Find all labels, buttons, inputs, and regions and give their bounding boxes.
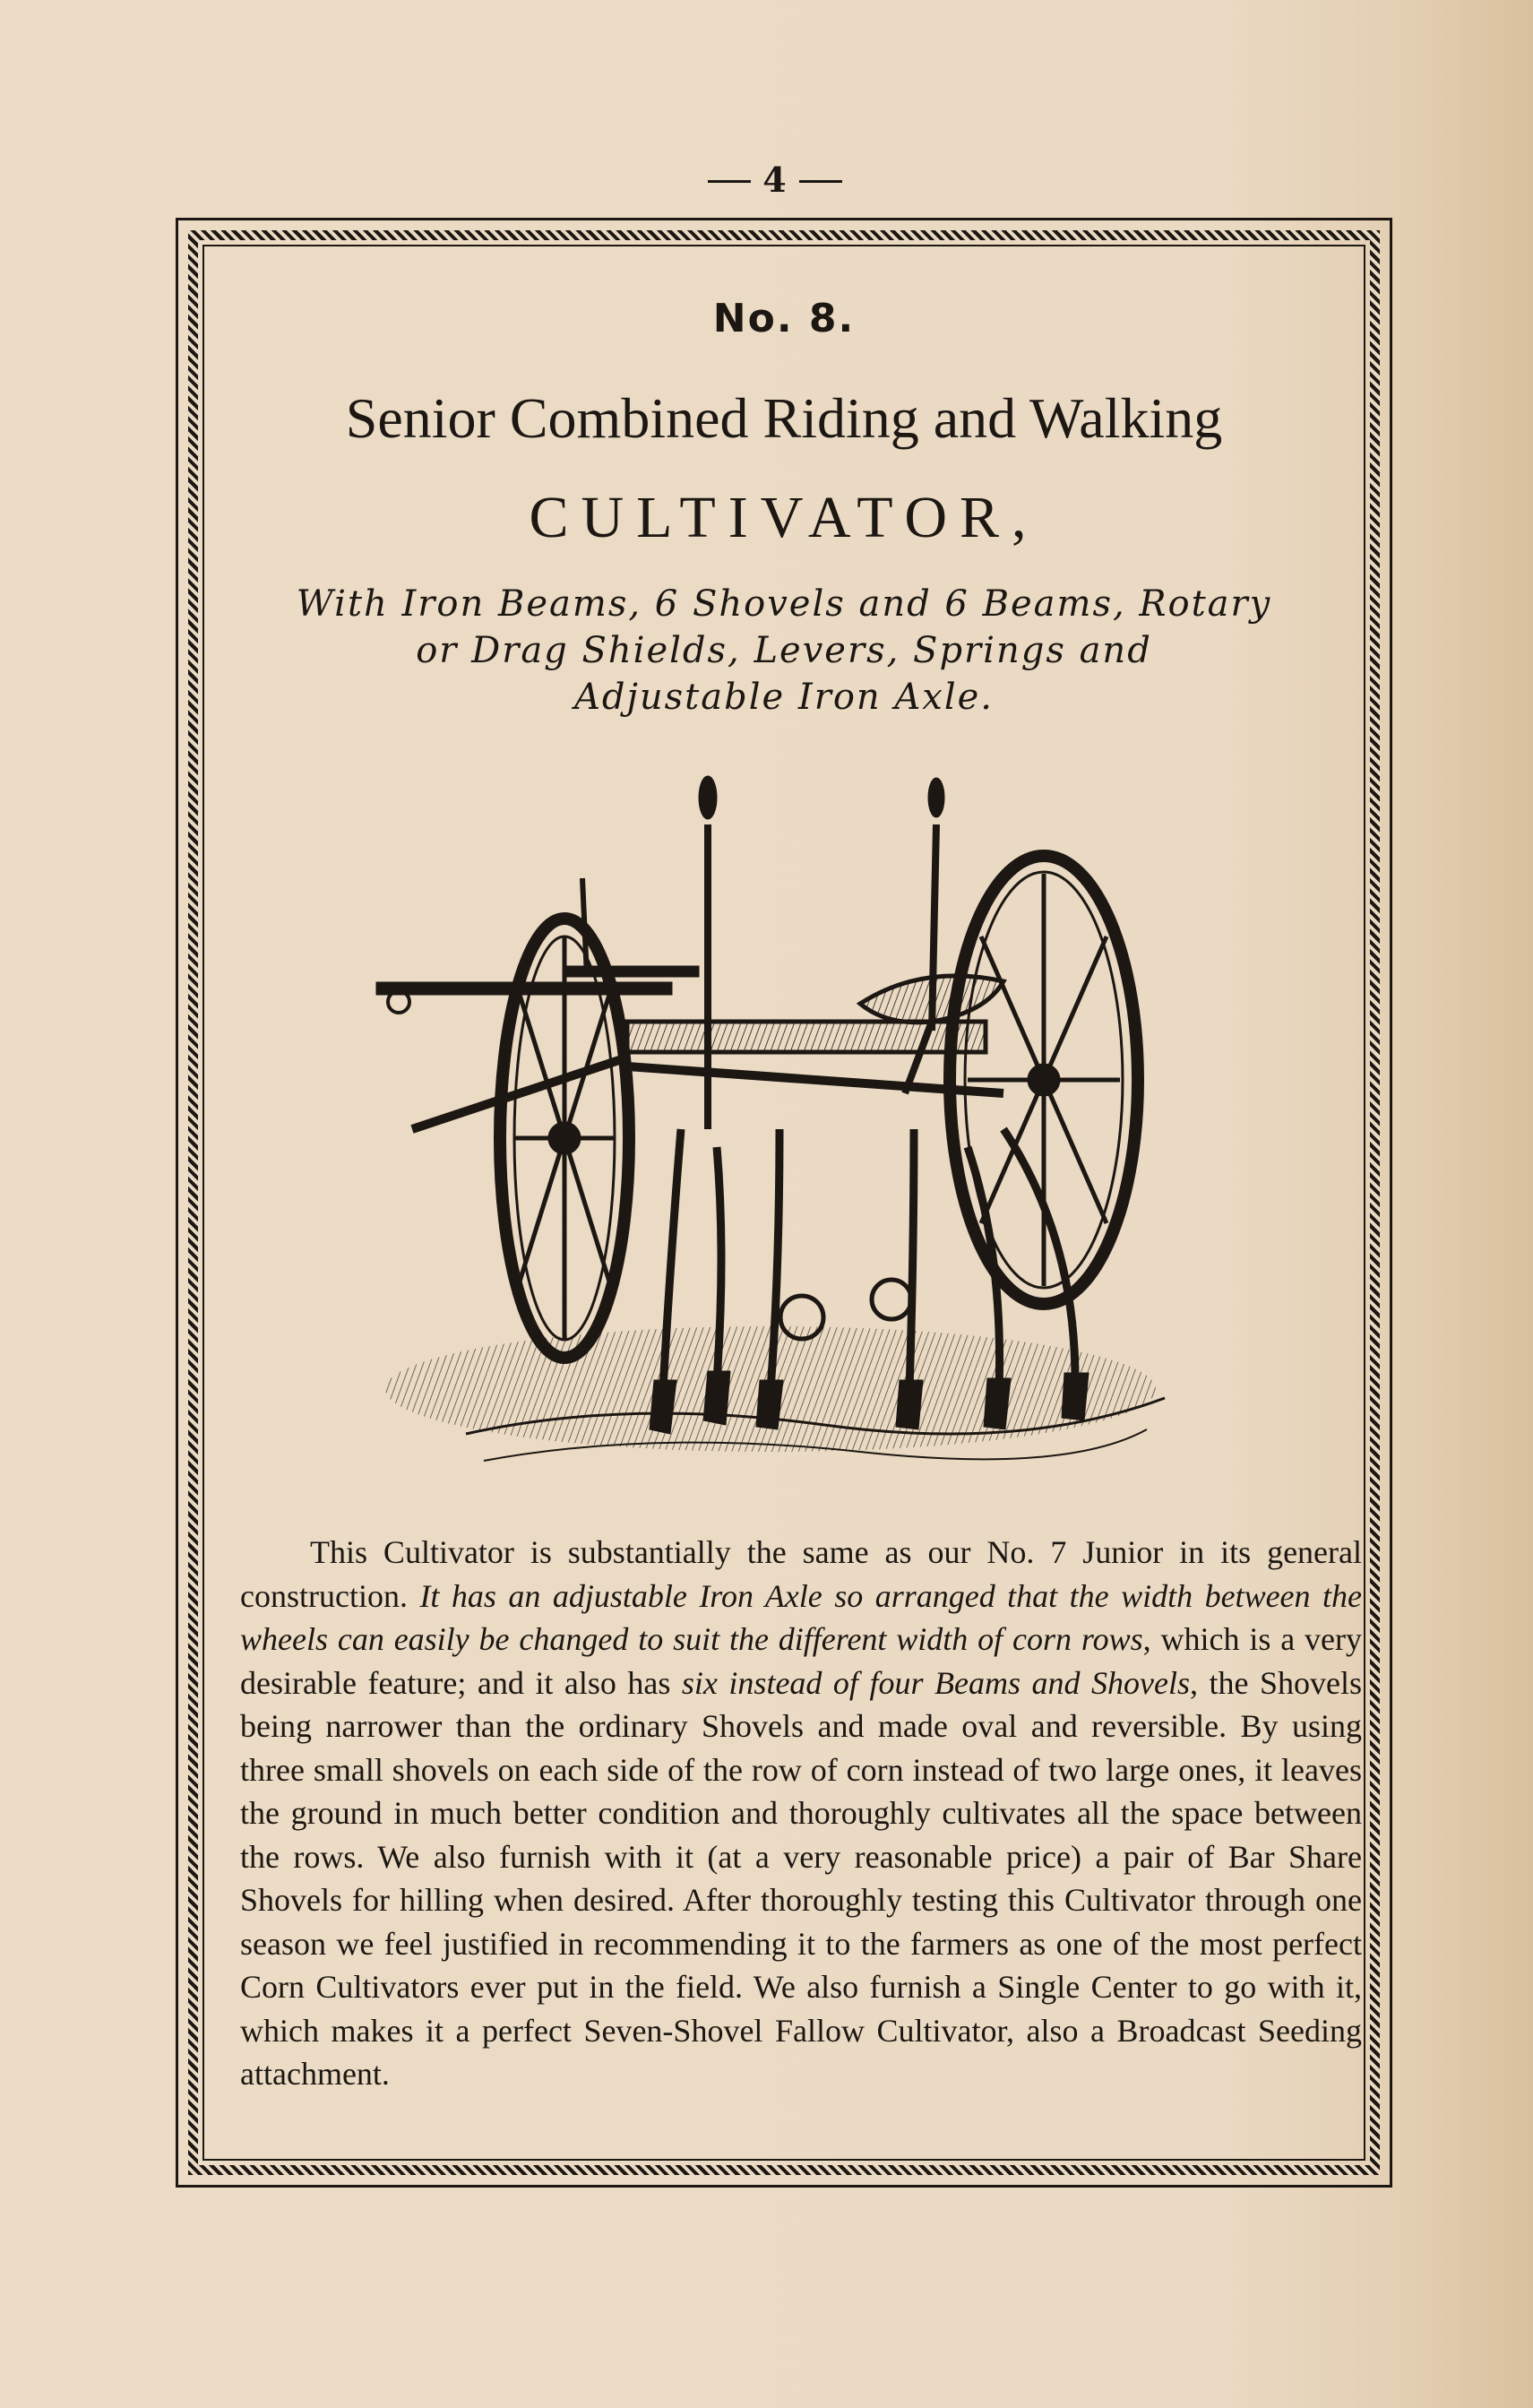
model-number: No. 8. (712, 296, 856, 341)
text-segment: , which is a very desirable feature; and it also has (240, 1621, 1363, 1701)
description-paragraph (240, 1531, 1362, 2096)
description (240, 1531, 1362, 2096)
page-title: Senior Combined Riding and Walking (345, 386, 1223, 450)
page-number-value: 4 (762, 160, 788, 200)
subtitle-line: With Iron Beams, 6 Shovels and 6 Beams, Rotary (296, 583, 1272, 625)
subtitle-line: or Drag Shields, Levers, Springs and (416, 630, 1152, 671)
text-segment: This Cultivator is substantially the same as our No. 7 Junior in its general construction. (240, 1534, 1362, 1614)
cultivator-illustration (358, 771, 1210, 1497)
product-name: CULTIVATOR, (529, 485, 1039, 550)
right-wheel (950, 856, 1138, 1304)
text-segment: , the Shovels being narrower than the ordinary Shovels and made oval and reversible. By using three small shovels on each side of the row of corn instead of two large ones, it leaves the ground in much better condition and thoroughly cultivates all the space between the rows. We also furnish with it (at a very reasonable price) a pair of Bar Share Shovels for hilling when desired. After thoroughly testing this Cultivator through one season we feel justified in recommending it to the farmers as one of the most perfect Corn Cultivators ever put in the field. We also furnish a Single Center to go with it, which makes it a perfect Seven-Shovel Fallow Cultivator, also a Broadcast Seeding attachment. (240, 1664, 1362, 2092)
subtitle-line: Adjustable Iron Axle. (574, 677, 994, 718)
text-segment-italic: It has an adjustable Iron Axle so arranged that the width between the wheels can easily be changed to suit the different width of corn rows (240, 1577, 1362, 1657)
page-number (699, 160, 851, 200)
text-segment-italic: six instead of four Beams and Shovels (681, 1664, 1190, 1701)
subtitle (260, 581, 1308, 721)
